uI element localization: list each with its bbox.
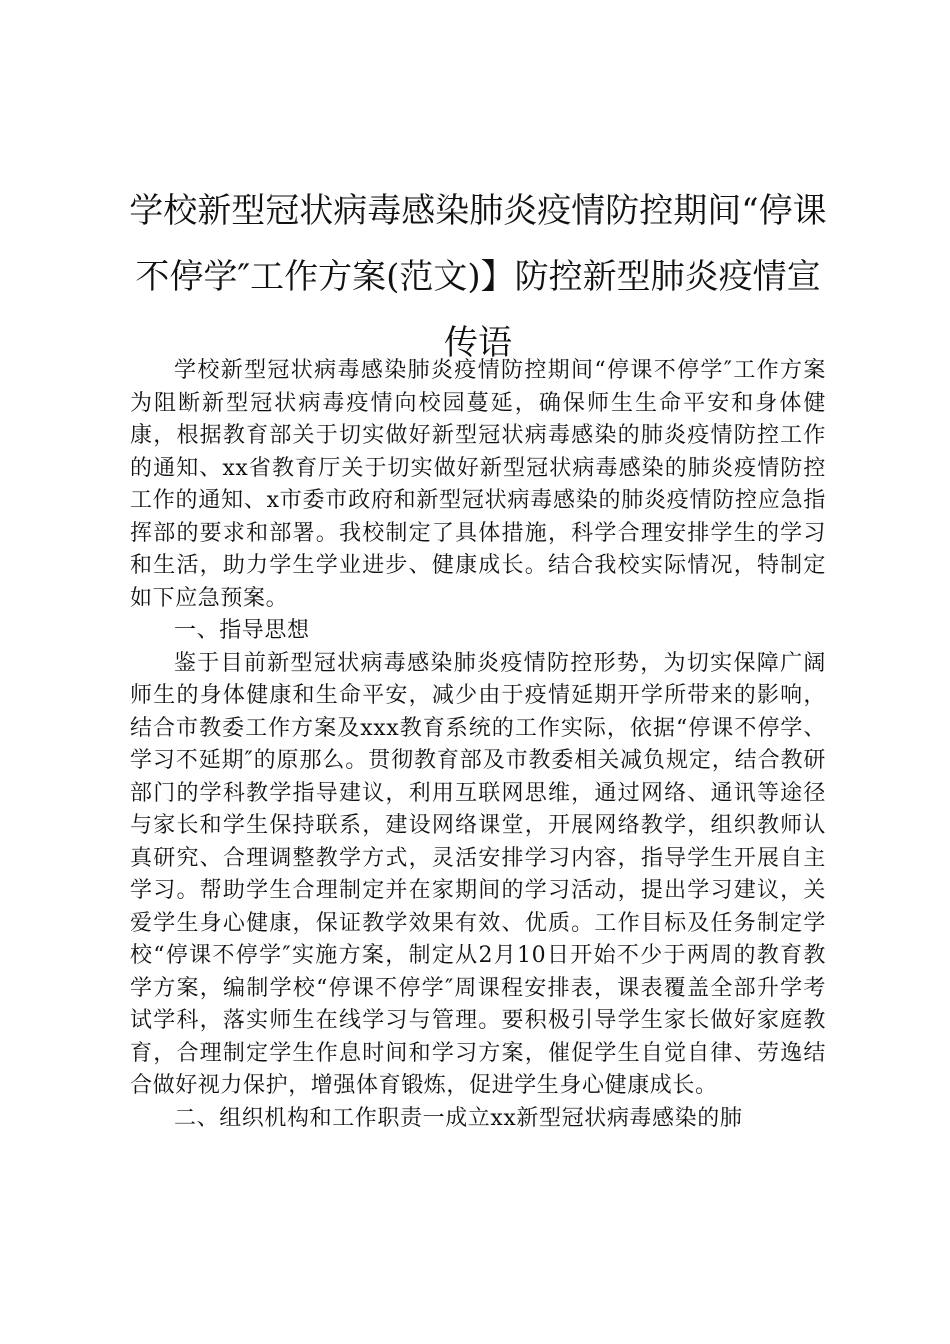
paragraph-intro: 学校新型冠状病毒感染肺炎疫情防控期间“停课不停学″工作方案为阻断新型冠状病毒疫情向校园蔓延，确保师生生命平安和身体健康，根据教育部关于切实做好新型冠状病毒感染的肺炎疫情防控工作的通知、xx省教育厅关于切实做好新型冠状病毒感染的肺炎疫情防控工作的通知、x市委市政府和新型冠状病毒感染的肺炎疫情防控应急指挥部的要求和部署。我校制定了具体措施，科学合理安排学生的学习和生活，助力学生学业进步、健康成长。结合我校实际情况，特制定如下应急预案。 — [130, 358, 826, 611]
document-body — [130, 355, 826, 1135]
paragraph-guiding-ideology: 鉴于目前新型冠状病毒感染肺炎疫情防控形势，为切实保障广阔师生的身体健康和生命平安，减少由于疫情延期开学所带来的影响，结合市教委工作方案及xxx教育系统的工作实际，依据“停课不停学、学习不延期″的原那么。贯彻教育部及市教委相关减负规定，结合教研部门的学科教学指导建议，利用互联网思维，通过网络、通讯等途径与家长和学生保持联系，建设网络课堂，开展网络教学，组织教师认真研究、合理调整教学方式，灵活安排学习内容，指导学生开展自主学习。帮助学生合理制定并在家期间的学习活动，提出学习建议，关爱学生身心健康，保证教学效果有效、优质。工作目标及任务制定学校“停课不停学″实施方案，制定从2月10日开始不少于两周的教育教学方案，编制学校“停课不停学″周课程安排表，课表覆盖全部升学考试学科，落实师生在线学习与管理。要积极引导学生家长做好家庭教育，合理制定学生作息时间和学习方案，催促学生自觉自律、劳逸结合做好视力保护，增强体育锻炼，促进学生身心健康成长。 — [130, 650, 826, 1098]
document-title: 学校新型冠状病毒感染肺炎疫情防控期间“停课不停学″工作方案(范文)】防控新型肺炎疫情宣传语 — [129, 191, 827, 363]
section-heading-organization: 二、组织机构和工作职责一成立xx新型冠状病毒感染的肺 — [174, 1105, 743, 1131]
section-heading-guiding-ideology: 一、指导思想 — [174, 618, 310, 643]
